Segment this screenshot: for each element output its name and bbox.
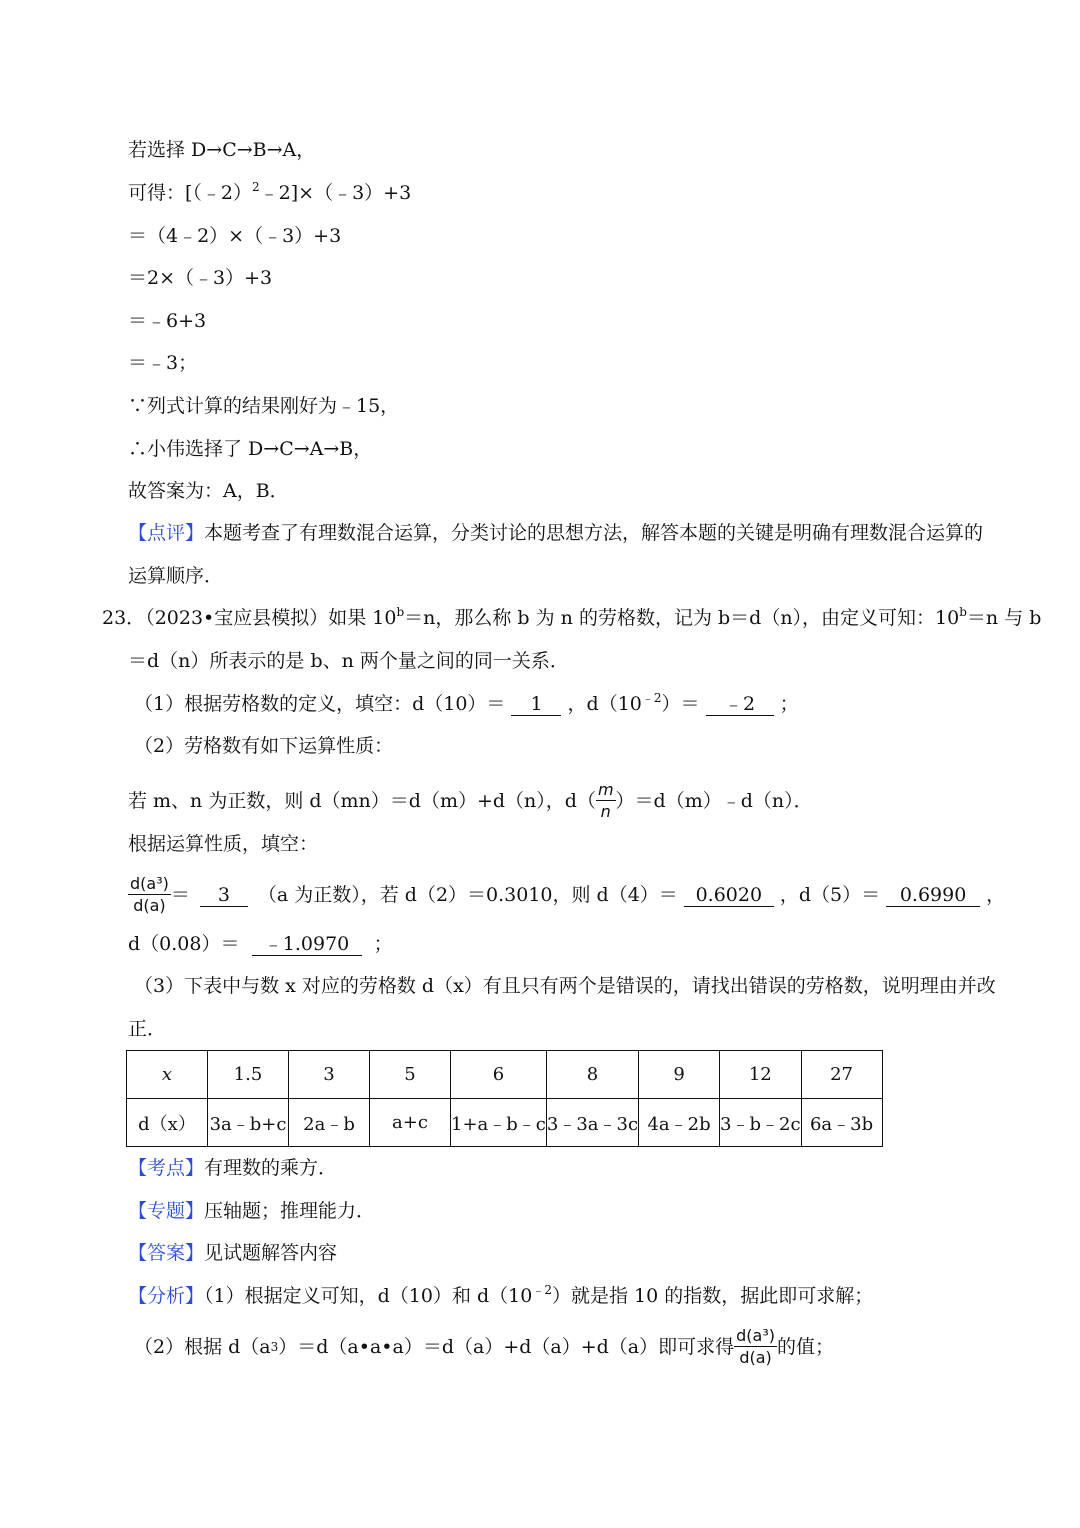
daan-line: 【答案】见试题解答内容 xyxy=(128,1242,338,1264)
kaodian-tag: 【考点】 xyxy=(128,1157,205,1179)
question-source: （2023•宝应县模拟） xyxy=(145,607,329,629)
solution-line-2: 可得：[（﹣2）$^2$﹣2]×（﹣3）+3 xyxy=(128,180,412,204)
table-cell: 8 xyxy=(546,1051,638,1099)
table-cell: 3a﹣b+c xyxy=(208,1099,289,1147)
solution-line-4: ＝2×（﹣3）+3 xyxy=(128,267,273,289)
comment-tag: 【点评】 xyxy=(128,522,205,544)
table-cell: 3﹣b﹣2c xyxy=(720,1099,802,1147)
table-cell: 6a﹣3b xyxy=(801,1099,882,1147)
table-cell: d（x） xyxy=(127,1099,208,1147)
answer-blank-d4: 0.6020 xyxy=(684,884,774,907)
table-row-dx xyxy=(127,1099,883,1147)
part-2-fill-line: $\frac{\text{d(a³)}}{d(a)}$ ＝ 3 （a 为正数），若 d（2）＝0.3010，则 d（4）＝ 0.6020 ，d（5）＝ 0.6990 ， xyxy=(130,874,1006,915)
fraction-m-over-n: $\frac{m}{n}$ xyxy=(597,780,614,821)
zhuanti-tag: 【专题】 xyxy=(128,1200,205,1222)
table-cell: x xyxy=(127,1051,208,1099)
solution-line-7: ∵列式计算的结果刚好为﹣15， xyxy=(128,395,400,417)
solution-line-1: 若选择 D→C→B→A， xyxy=(128,139,316,161)
daan-tag: 【答案】 xyxy=(128,1242,205,1264)
table-cell: 12 xyxy=(720,1051,802,1099)
zhuanti-line: 【专题】压轴题；推理能力． xyxy=(128,1200,376,1222)
table-cell: a+c xyxy=(370,1099,451,1147)
answer-blank-d5: 0.6990 xyxy=(886,884,980,907)
table-cell: 4a﹣2b xyxy=(639,1099,720,1147)
table-cell: 5 xyxy=(370,1051,451,1099)
part-3-line-2: 正． xyxy=(128,1018,167,1040)
solution-line-9: 故答案为：A，B． xyxy=(128,480,289,502)
part-2-fill-prompt: 根据运算性质，填空： xyxy=(128,833,319,855)
question-23-intro-2: ＝d（n）所表示的是 b、n 两个量之间的同一关系． xyxy=(128,650,569,672)
solution-line-8: ∴小伟选择了 D→C→A→B， xyxy=(128,438,373,460)
fraction-da3-over-da-2: $\frac{\text{d(a³)}}{d(a)}$ xyxy=(736,1326,775,1367)
table-cell: 3﹣3a﹣3c xyxy=(546,1099,638,1147)
part-2-title: （2）劳格数有如下运算性质： xyxy=(134,735,394,757)
table-cell: 9 xyxy=(639,1051,720,1099)
answer-blank-d10-neg2: ﹣2 xyxy=(706,693,774,716)
solution-line-6: ＝﹣3； xyxy=(128,352,198,374)
solution-line-5: ＝﹣6+3 xyxy=(128,310,207,332)
answer-blank-ratio: 3 xyxy=(200,884,248,907)
table-cell: 1+a﹣b﹣c xyxy=(451,1099,547,1147)
answer-blank-d008: ﹣1.0970 xyxy=(252,933,362,956)
part-1-line: （1）根据劳格数的定义，填空：d（10）＝ 1 ，$d(10^{﹣2})=$ ﹣2 ； xyxy=(134,691,799,715)
table-cell: 27 xyxy=(801,1051,882,1099)
solution-line-3: ＝（4﹣2）×（﹣3）+3 xyxy=(128,225,342,247)
comment-line-2: 运算顺序． xyxy=(128,565,224,587)
answer-blank-d10: 1 xyxy=(511,693,561,716)
kaodian-line: 【考点】有理数的乘方． xyxy=(128,1157,338,1179)
part-2-rule: 若 m、n 为正数，则 d（mn）＝d（m）+d（n），d（ $\frac{m}{n}$ ）＝d（m）﹣d（n）． xyxy=(128,780,813,821)
question-number: 23． xyxy=(102,607,146,629)
question-23-intro: 23．（2023•宝应县模拟）如果 $10^b=n$，那么称 b 为 n 的劳格数，记为 b＝d（n），由定义可知：$10^b=n$ 与 b xyxy=(102,605,1042,629)
part-2-d008-line: d（0.08）＝ ﹣1.0970 ； xyxy=(128,933,393,955)
table-cell: 6 xyxy=(451,1051,547,1099)
lao-ge-number-table xyxy=(126,1050,883,1147)
table-cell: 1.5 xyxy=(208,1051,289,1099)
table-cell: 2a﹣b xyxy=(289,1099,370,1147)
table-cell: 3 xyxy=(289,1051,370,1099)
fenxi-tag: 【分析】 xyxy=(128,1285,205,1307)
fenxi-part-2-line: （2）根据 d（a 3 ）＝d（a•a•a）＝d（a）+d（a）+d（a）即可求得 $\frac{\text{d(a³)}}{d(a)}$ 的值； xyxy=(134,1326,835,1367)
comment-line: 【点评】本题考查了有理数混合运算，分类讨论的思想方法，解答本题的关键是明确有理数混合运算的 xyxy=(128,522,984,544)
part-3-line: （3）下表中与数 x 对应的劳格数 d（x）有且只有两个是错误的，请找出错误的劳格数，说明理由并改 xyxy=(134,975,996,997)
fenxi-line: 【分析】（1）根据定义可知，d（10）和 $d(10^{﹣2})$就是指 10 的指数，据此即可求解； xyxy=(128,1283,874,1307)
table-row-x xyxy=(127,1051,883,1099)
fraction-da3-over-da: $\frac{\text{d(a³)}}{d(a)}$ xyxy=(130,874,169,915)
